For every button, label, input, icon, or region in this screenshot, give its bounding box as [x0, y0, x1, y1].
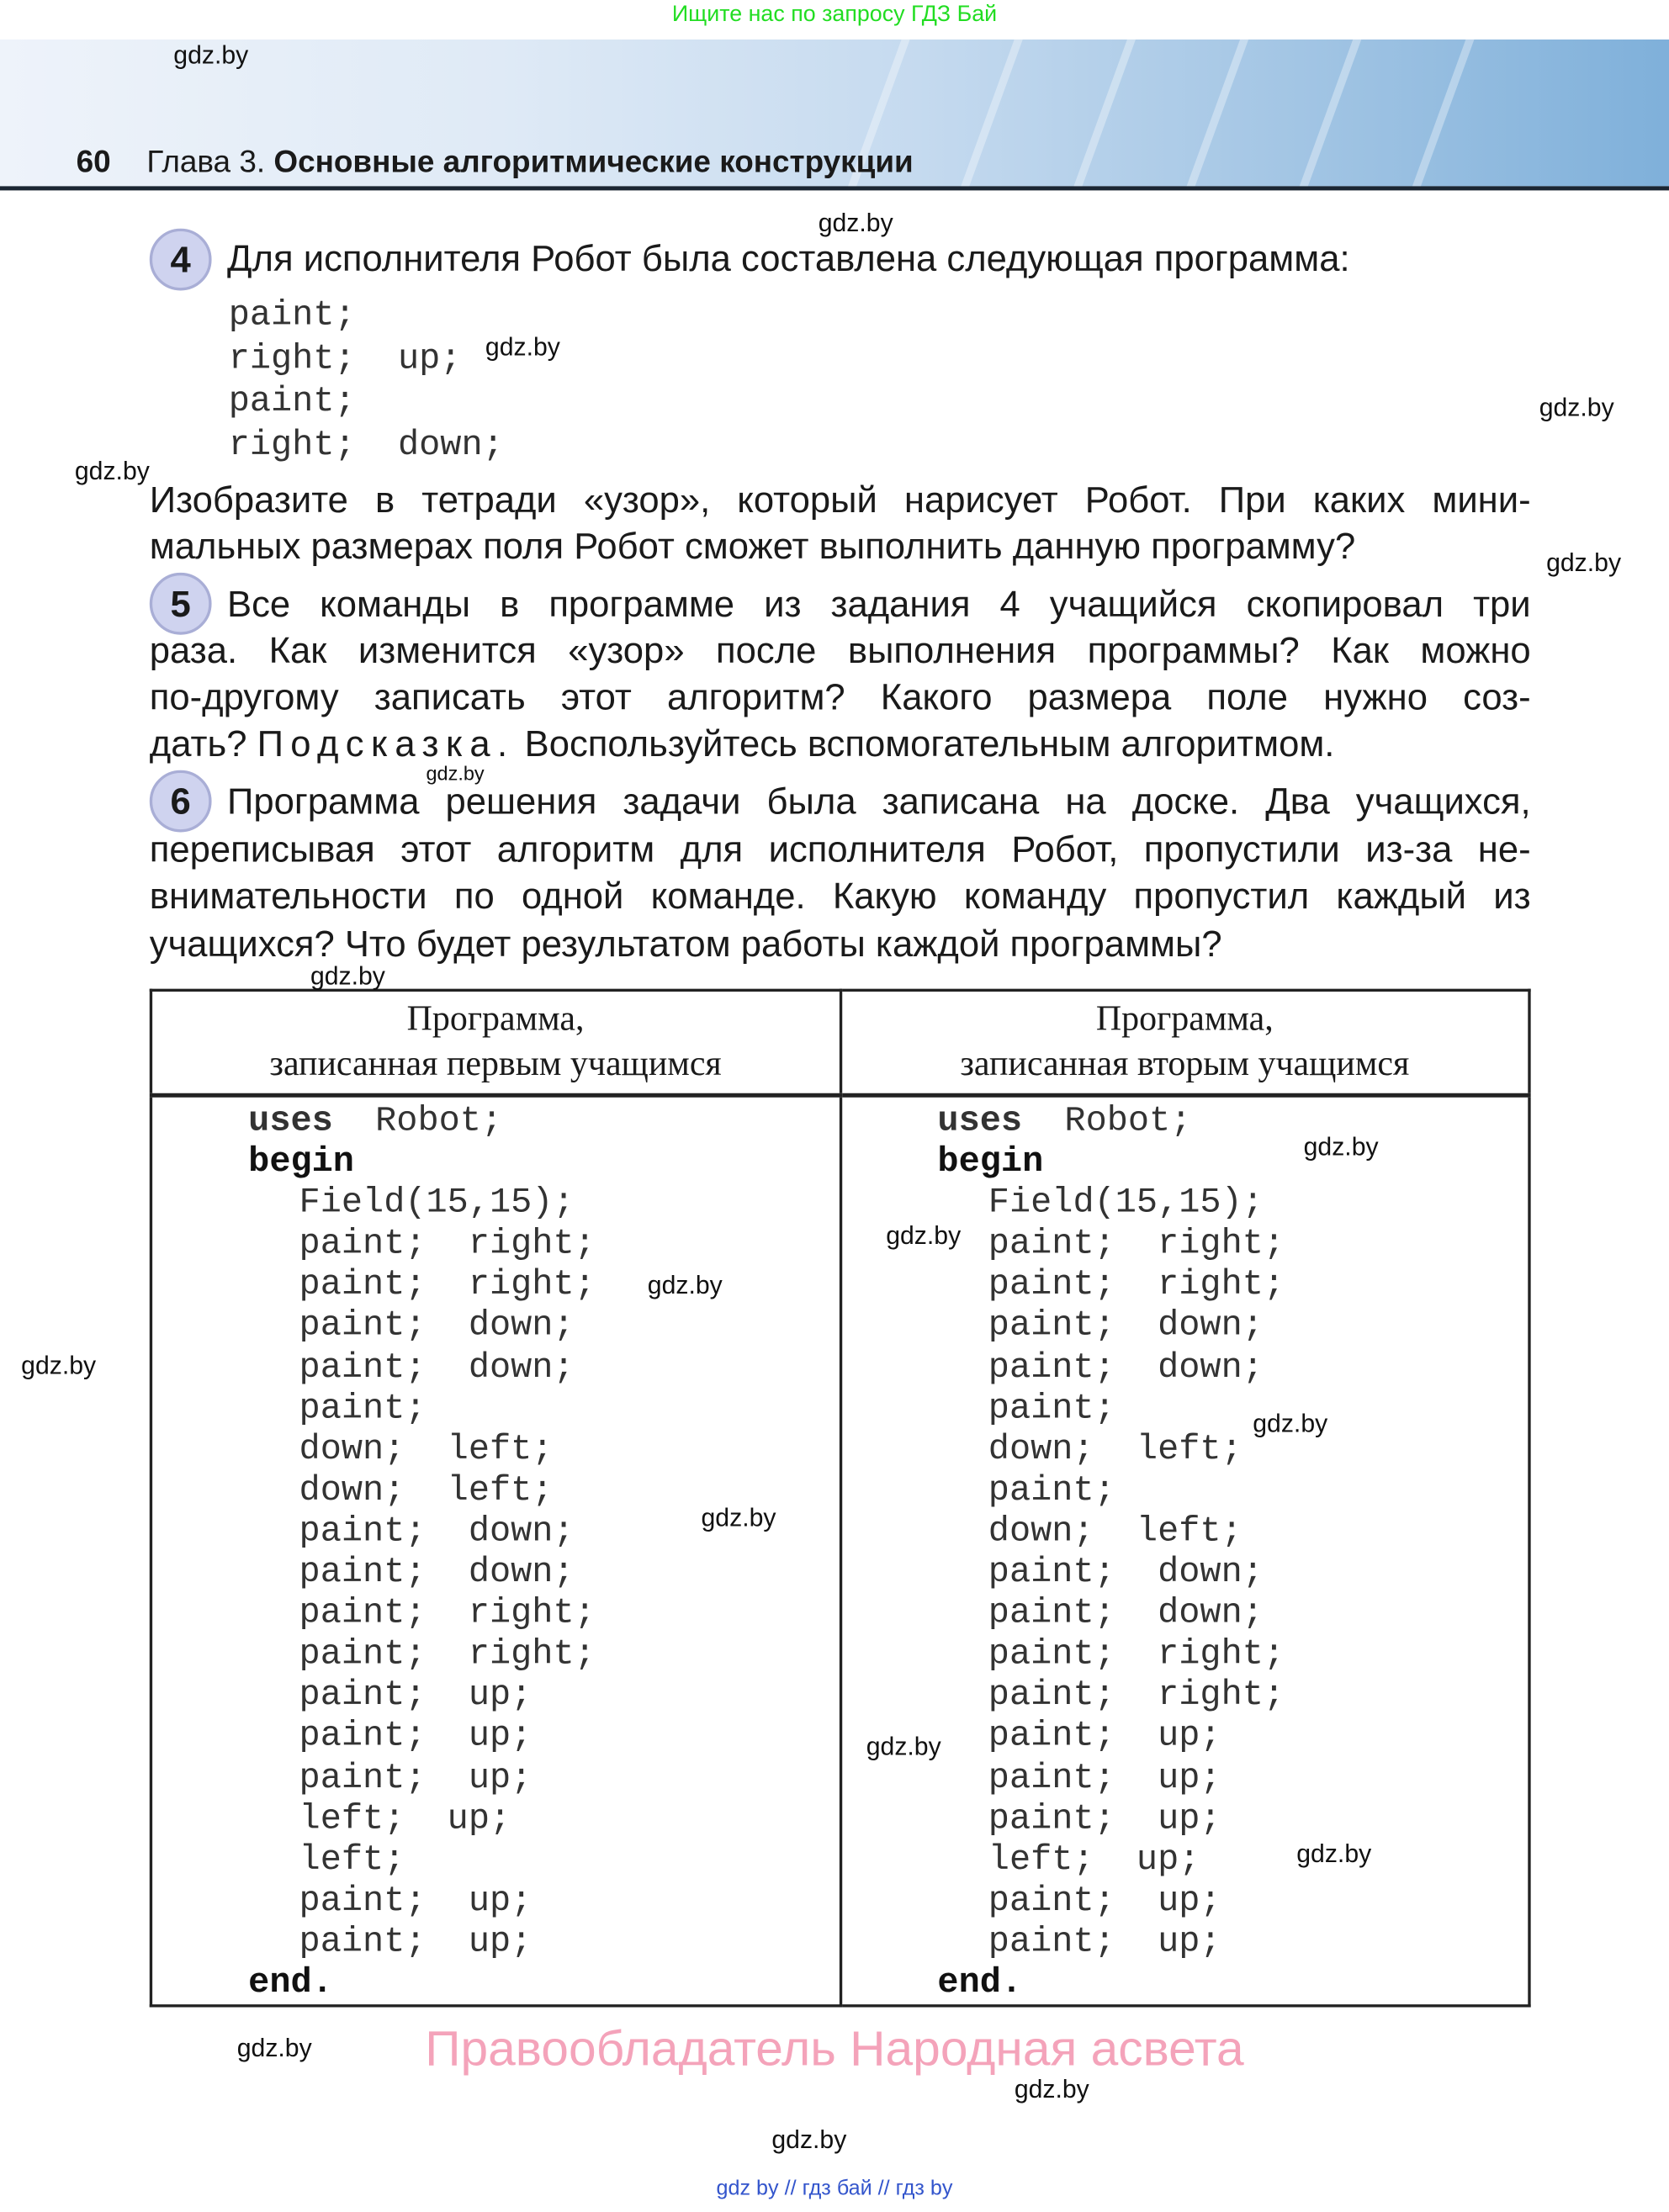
- code-line: paint; down;: [299, 1305, 575, 1347]
- watermark: gdz.by: [1014, 2075, 1089, 2104]
- code-line: paint; down;: [988, 1346, 1264, 1388]
- text: Воспользуйтесь вспомогательным алгоритмом.: [514, 722, 1335, 765]
- watermark: gdz.by: [866, 1732, 941, 1761]
- watermark: gdz.by: [426, 761, 485, 785]
- code-line: paint; right;: [988, 1223, 1285, 1265]
- footer-links[interactable]: gdz by // гдз бай // гдз by: [716, 2176, 953, 2201]
- watermark: gdz.by: [647, 1271, 723, 1299]
- task4-text-line: мальных размерах поля Робот сможет выполнить данную программу?: [149, 524, 1356, 568]
- code-line: paint; up;: [988, 1797, 1221, 1839]
- code-line: down; left;: [299, 1469, 554, 1511]
- watermark: gdz.by: [310, 961, 385, 991]
- code-line: paint; down;: [299, 1346, 575, 1388]
- code-line: paint; up;: [299, 1675, 532, 1716]
- code-line: paint; down;: [299, 1511, 575, 1552]
- program-cell-first: [151, 1095, 840, 2006]
- chapter-heading: [146, 144, 913, 181]
- program-listing: [248, 1100, 596, 2003]
- task4-code-line: right; up;: [228, 338, 462, 380]
- task4-code-line: paint;: [228, 380, 356, 422]
- code-line: uses Robot;: [248, 1100, 503, 1141]
- task5-text-line: по-другому записать этот алгоритм? Какого размера поле нужно соз-: [149, 675, 1531, 718]
- code-line: paint; right;: [299, 1633, 596, 1675]
- watermark: gdz.by: [1539, 393, 1614, 422]
- watermark: gdz.by: [21, 1351, 97, 1380]
- header-line: Программа,: [1095, 1000, 1274, 1039]
- code-line: paint; up;: [988, 1921, 1221, 1962]
- watermark: gdz.by: [818, 209, 893, 237]
- watermark: gdz.by: [771, 2125, 847, 2154]
- task6-text-line: переписывая этот алгоритм для исполнителя Робот, пропустили из-за не-: [149, 828, 1531, 871]
- header-line: записанная первым учащимся: [269, 1045, 722, 1084]
- code-line: paint;: [988, 1469, 1115, 1511]
- task6-text-line: учащихся? Что будет результатом работы каждой программы?: [149, 922, 1222, 966]
- header-line: Программа,: [406, 1000, 585, 1039]
- code-line: down; left;: [988, 1428, 1242, 1470]
- code-line: uses Robot;: [937, 1100, 1192, 1141]
- code-line: paint;: [299, 1387, 427, 1429]
- code-line: paint; up;: [299, 1921, 532, 1962]
- code-line: Field(15,15);: [299, 1182, 575, 1224]
- watermark: gdz.by: [701, 1503, 776, 1532]
- code-line: begin: [937, 1140, 1044, 1183]
- code-line: paint; right;: [299, 1264, 596, 1305]
- task4-code-line: right; down;: [228, 424, 504, 466]
- code-line: paint;: [988, 1387, 1115, 1429]
- code-line: end.: [248, 1961, 333, 2003]
- code-line: paint; up;: [988, 1880, 1221, 1921]
- watermark: gdz.by: [1253, 1409, 1328, 1437]
- code-line: paint; right;: [299, 1592, 596, 1634]
- keyword: uses: [248, 1100, 333, 1141]
- code-line: paint; up;: [299, 1880, 532, 1921]
- code-line: paint; right;: [299, 1223, 596, 1265]
- task6-text-line: Программа решения задачи была записана на доске. Два учащихся,: [227, 780, 1531, 823]
- task6-text-line: внимательности по одной команде. Какую команду пропустил каждый из: [149, 874, 1531, 918]
- task4-text-line: Изобразите в тетради «узор», который нарисует Робот. При каких мини-: [149, 478, 1531, 521]
- code-line: left; up;: [988, 1839, 1200, 1881]
- task5-text-line: Все команды в программе из задания 4 учащийся скопировал три: [227, 582, 1531, 625]
- code-line: begin: [248, 1140, 354, 1183]
- code-line: paint; down;: [988, 1592, 1264, 1634]
- watermark: gdz.by: [1303, 1132, 1379, 1162]
- code-line: paint; up;: [988, 1716, 1221, 1757]
- code-line: Field(15,15);: [988, 1182, 1264, 1224]
- copyright-notice: Правообладатель Народная асвета: [425, 2021, 1244, 2077]
- watermark: gdz.by: [173, 40, 249, 70]
- code-line: down; left;: [299, 1428, 554, 1470]
- task-number-4: 4: [150, 229, 212, 291]
- watermark: gdz.by: [74, 457, 150, 485]
- column-header-second: [840, 990, 1529, 1095]
- watermark: gdz.by: [1546, 548, 1622, 577]
- watermark: gdz.by: [886, 1221, 962, 1250]
- code-line: paint; up;: [988, 1756, 1221, 1798]
- column-header-first: [151, 990, 840, 1095]
- code-line: down; left;: [988, 1511, 1242, 1552]
- code-line: paint; up;: [299, 1756, 532, 1798]
- code-line: paint; right;: [988, 1633, 1285, 1675]
- watermark: gdz.by: [485, 332, 560, 362]
- chapter-title: Основные алгоритмические конструкции: [273, 144, 914, 179]
- code-line: paint; right;: [988, 1675, 1285, 1716]
- task5-text-line: [150, 721, 1335, 767]
- code-line: paint; down;: [299, 1551, 575, 1593]
- watermark: gdz.by: [236, 2034, 312, 2062]
- code-line: left; up;: [299, 1797, 511, 1839]
- header-line: записанная вторым учащимся: [960, 1045, 1410, 1084]
- task-number-5: 5: [150, 573, 212, 635]
- program-listing: [937, 1100, 1285, 2003]
- code-line: paint; down;: [988, 1551, 1264, 1593]
- keyword: uses: [937, 1100, 1023, 1141]
- hint-label: Подсказка.: [257, 722, 515, 765]
- task4-intro: Для исполнителя Робот была составлена следующая программа:: [227, 236, 1350, 280]
- chapter-label: Глава 3.: [146, 144, 266, 179]
- task5-text-line: раза. Как изменится «узор» после выполнения программы? Как можно: [149, 628, 1531, 672]
- text: дать?: [149, 722, 257, 765]
- task-number-6: 6: [150, 770, 212, 833]
- code-line: paint; right;: [988, 1264, 1285, 1305]
- watermark: gdz.by: [1296, 1839, 1372, 1868]
- code-line: paint; down;: [988, 1305, 1264, 1347]
- top-note: Ищите нас по запросу ГДЗ Бай: [671, 3, 998, 27]
- page-number: 60: [76, 144, 111, 179]
- code-line: end.: [937, 1961, 1023, 2003]
- code-line: paint; up;: [299, 1716, 532, 1757]
- task4-code-line: paint;: [228, 294, 356, 336]
- code-line: left;: [299, 1839, 405, 1881]
